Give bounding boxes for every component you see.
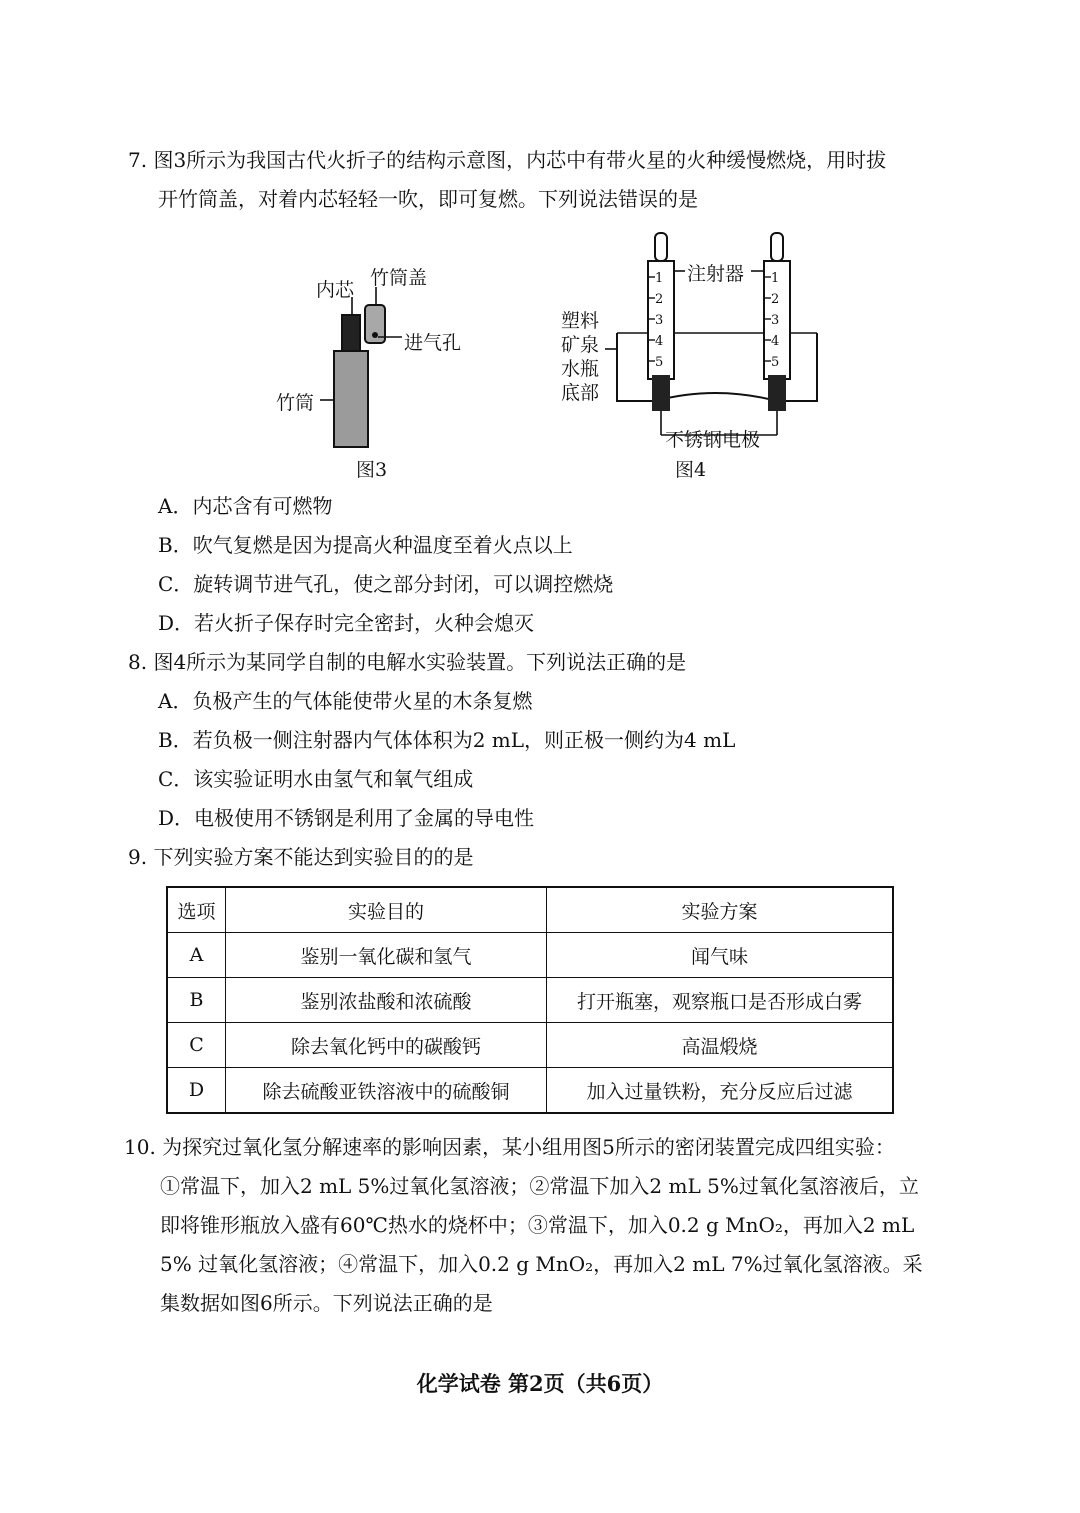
q10-stem-line3: 即将锥形瓶放入盛有60℃热水的烧杯中；③常温下，加入0.2 g MnO₂，再加入2 mL (160, 1213, 915, 1237)
q10-stem-line2: ①常温下，加入2 mL 5%过氧化氢溶液；②常温下加入2 mL 5%过氧化氢溶液后，立 (160, 1174, 919, 1198)
q8-option-d: D．电极使用不锈钢是利用了金属的导电性 (158, 806, 535, 830)
table-row (167, 978, 893, 1023)
figure-3 (270, 255, 500, 485)
table-row (167, 1068, 893, 1114)
table-row (167, 1023, 893, 1068)
figure-3-caption: 图3 (356, 459, 388, 481)
row-a-plan: 闻气味 (547, 933, 894, 978)
q9-stem-text: 下列实验方案不能达到实验目的的是 (153, 845, 474, 869)
figure-4 (555, 225, 835, 485)
row-d-purpose: 除去硫酸亚铁溶液中的硫酸铜 (226, 1068, 547, 1114)
q8-stem (128, 648, 686, 676)
row-a-option: A (167, 933, 226, 978)
q7-stem-line1: 图3所示为我国古代火折子的结构示意图，内芯中有带火星的火种缓慢燃烧，用时拔 (153, 148, 887, 172)
header-purpose: 实验目的 (226, 887, 547, 933)
right-syringe-scale: 1 2 3 4 5 (771, 271, 780, 370)
table-header-row (167, 887, 893, 933)
row-c-option: C (167, 1023, 226, 1068)
q7-option-b: B．吹气复燃是因为提高火种温度至着火点以上 (158, 533, 573, 557)
q7-line1 (128, 146, 886, 174)
q9-stem (128, 843, 473, 871)
q7-option-d: D．若火折子保存时完全密封，火种会熄灭 (158, 611, 535, 635)
label-syringe: 注射器 (687, 263, 745, 285)
label-inner-core: 内芯 (316, 279, 355, 301)
q7-number: 7. (128, 148, 148, 172)
label-air-hole: 进气孔 (404, 332, 462, 354)
q7-stem-line2: 开竹筒盖，对着内芯轻轻一吹，即可复燃。下列说法错误的是 (158, 187, 698, 211)
label-bottle-bottom: 塑料 矿泉 水瓶 底部 (561, 310, 600, 404)
label-electrode: 不锈钢电极 (665, 429, 761, 451)
figure-4-caption: 图4 (675, 459, 707, 481)
row-b-option: B (167, 978, 226, 1023)
q7-option-c: C．旋转调节进气孔，使之部分封闭，可以调控燃烧 (158, 572, 614, 596)
row-c-purpose: 除去氧化钙中的碳酸钙 (226, 1023, 547, 1068)
q8-option-c: C．该实验证明水由氢气和氧气组成 (158, 767, 474, 791)
row-d-plan: 加入过量铁粉，充分反应后过滤 (547, 1068, 894, 1114)
row-b-purpose: 鉴别浓盐酸和浓硫酸 (226, 978, 547, 1023)
q8-number: 8. (128, 650, 148, 674)
q8-option-b: B．若负极一侧注射器内气体体积为2 mL，则正极一侧约为4 mL (158, 728, 736, 752)
label-bamboo-cap: 竹筒盖 (370, 267, 428, 289)
row-c-plan: 高温煅烧 (547, 1023, 894, 1068)
table-row (167, 933, 893, 978)
header-option: 选项 (167, 887, 226, 933)
q9-number: 9. (128, 845, 148, 869)
header-plan: 实验方案 (547, 887, 894, 933)
q8-option-a: A．负极产生的气体能使带火星的木条复燃 (158, 689, 533, 713)
q8-stem-text: 图4所示为某同学自制的电解水实验装置。下列说法正确的是 (153, 650, 687, 674)
row-d-option: D (167, 1068, 226, 1114)
q10-number: 10. (124, 1135, 156, 1159)
q7-option-a: A．内芯含有可燃物 (158, 494, 333, 518)
inner-core-shape (342, 315, 360, 351)
label-bamboo-tube: 竹筒 (276, 392, 315, 414)
q10-line1 (124, 1133, 895, 1161)
row-a-purpose: 鉴别一氧化碳和氢气 (226, 933, 547, 978)
left-syringe-scale: 1 2 3 4 5 (655, 271, 664, 370)
q10-stem-line5: 集数据如图6所示。下列说法正确的是 (160, 1291, 493, 1315)
bamboo-tube-shape (334, 351, 368, 447)
page-footer: 化学试卷 第2页（共6页） (416, 1371, 664, 1396)
air-hole-dot (372, 332, 378, 338)
row-b-plan: 打开瓶塞，观察瓶口是否形成白雾 (547, 978, 894, 1023)
q10-stem-line1: 为探究过氧化氢分解速率的影响因素，某小组用图5所示的密闭装置完成四组实验： (162, 1135, 895, 1159)
q9-options-table (166, 886, 894, 1114)
q10-stem-line4: 5% 过氧化氢溶液；④常温下，加入0.2 g MnO₂，再加入2 mL 7%过氧化氢溶液。采 (160, 1252, 923, 1276)
